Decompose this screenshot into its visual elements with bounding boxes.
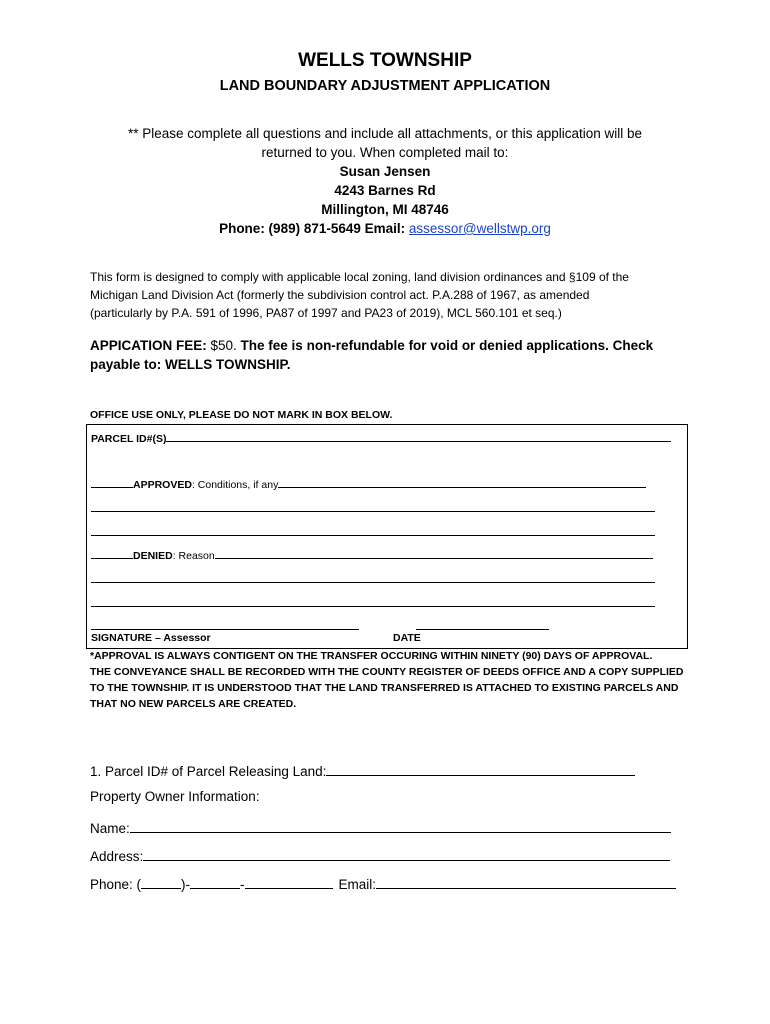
contact-city: Millington, MI 48746 — [321, 202, 449, 217]
signature-label-row — [91, 632, 421, 644]
phone-number-line[interactable] — [245, 874, 333, 889]
releasing-parcel-label: 1. Parcel ID# of Parcel Releasing Land: — [90, 764, 327, 779]
conditions-line — [278, 476, 646, 488]
conditions-line-row — [91, 500, 655, 515]
reason-line-2 — [91, 571, 655, 583]
approved-mark-line — [91, 476, 133, 488]
fee-text: The fee is non-refundable for void or denied applications. Check — [236, 338, 654, 353]
fee-line-1 — [90, 336, 680, 355]
denied-row — [91, 547, 653, 562]
signature-label: SIGNATURE – Assessor — [91, 632, 211, 644]
parcel-id-row — [91, 430, 671, 445]
notice-line-1: *APPROVAL IS ALWAYS CONTIGENT ON THE TRANSFER OCCURING WITHIN NINETY (90) DAYS OF APPROVAL. — [90, 650, 653, 662]
contact-phone-email — [0, 219, 770, 238]
denied-label: DENIED — [133, 550, 173, 562]
phone-label: Phone: ( — [90, 877, 142, 892]
compliance-paragraph — [90, 268, 680, 322]
approved-row — [91, 476, 646, 491]
notice-line-4: THAT NO NEW PARCELS ARE CREATED. — [90, 698, 297, 710]
conditions-line-row — [91, 524, 655, 539]
page-title: WELLS TOWNSHIP — [298, 50, 472, 71]
phone-separator-1: )- — [181, 877, 191, 892]
application-fee — [90, 336, 680, 374]
fee-label: APPICATION FEE: — [90, 338, 211, 353]
owner-address-line[interactable] — [143, 846, 670, 861]
owner-phone-email-field[interactable] — [90, 874, 676, 892]
reason-line-3 — [91, 595, 655, 607]
phone-separator-2: - — [240, 877, 245, 892]
owner-info-heading: Property Owner Information: — [90, 789, 260, 804]
owner-address-label: Address: — [90, 849, 144, 864]
releasing-parcel-field[interactable] — [90, 761, 635, 779]
phone-email-label: Phone: (989) 871-5649 Email: — [219, 221, 409, 236]
contact-name: Susan Jensen — [339, 164, 431, 179]
releasing-parcel-line[interactable] — [326, 761, 635, 776]
compliance-line-3: (particularly by P.A. 591 of 1996, PA87 of 1997 and PA23 of 2019), MCL 560.101 et seq.) — [90, 306, 562, 320]
office-use-header: OFFICE USE ONLY, PLEASE DO NOT MARK IN BOX BELOW. — [90, 409, 393, 421]
fee-line-2: payable to: WELLS TOWNSHIP. — [90, 357, 291, 372]
owner-name-label: Name: — [90, 821, 130, 836]
owner-email-label: Email: — [338, 877, 377, 892]
owner-name-line[interactable] — [130, 818, 671, 833]
office-use-box — [86, 424, 688, 649]
date-label: DATE — [393, 632, 421, 644]
compliance-line-2: Michigan Land Division Act (formerly the subdivision control act. P.A.288 of 1967, as amended — [90, 288, 590, 302]
approval-notice — [90, 648, 690, 712]
contact-street: 4243 Barnes Rd — [334, 183, 436, 198]
signature-lines — [91, 618, 549, 633]
reason-line-row — [91, 595, 655, 610]
conditions-line-2 — [91, 500, 655, 512]
mailing-instructions — [0, 124, 770, 238]
denied-mark-line — [91, 547, 133, 559]
instruction-line-2: returned to you. When completed mail to: — [261, 145, 509, 160]
email-link[interactable]: assessor@wellstwp.org — [408, 221, 551, 236]
compliance-line-1: This form is designed to comply with applicable local zoning, land division ordinances and §109 of the — [90, 270, 629, 284]
fee-amount: $50. — [210, 338, 237, 353]
notice-line-3: TO THE TOWNSHIP. IT IS UNDERSTOOD THAT THE LAND TRANSFERRED IS ATTACHED TO EXISTING PARCELS AND — [90, 682, 679, 694]
owner-address-field[interactable] — [90, 846, 670, 864]
conditions-line-3 — [91, 524, 655, 536]
owner-name-field[interactable] — [90, 818, 671, 836]
page-subtitle: LAND BOUNDARY ADJUSTMENT APPLICATION — [219, 78, 551, 94]
instruction-line-1: ** Please complete all questions and include all attachments, or this application will be — [127, 126, 643, 141]
reason-line-row — [91, 571, 655, 586]
parcel-id-line — [166, 430, 671, 442]
parcel-id-label: PARCEL ID#(S) — [91, 433, 167, 445]
signature-line — [91, 618, 359, 630]
owner-email-line[interactable] — [376, 874, 676, 889]
approved-label: APPROVED — [133, 479, 192, 491]
area-code-line[interactable] — [141, 874, 181, 889]
date-line — [416, 618, 549, 630]
notice-line-2: THE CONVEYANCE SHALL BE RECORDED WITH THE COUNTY REGISTER OF DEEDS OFFICE AND A COPY SUPPLIED — [90, 666, 684, 678]
phone-prefix-line[interactable] — [190, 874, 240, 889]
reason-line — [215, 547, 653, 559]
approved-text: : Conditions, if any — [191, 479, 279, 491]
denied-text: : Reason — [172, 550, 215, 562]
